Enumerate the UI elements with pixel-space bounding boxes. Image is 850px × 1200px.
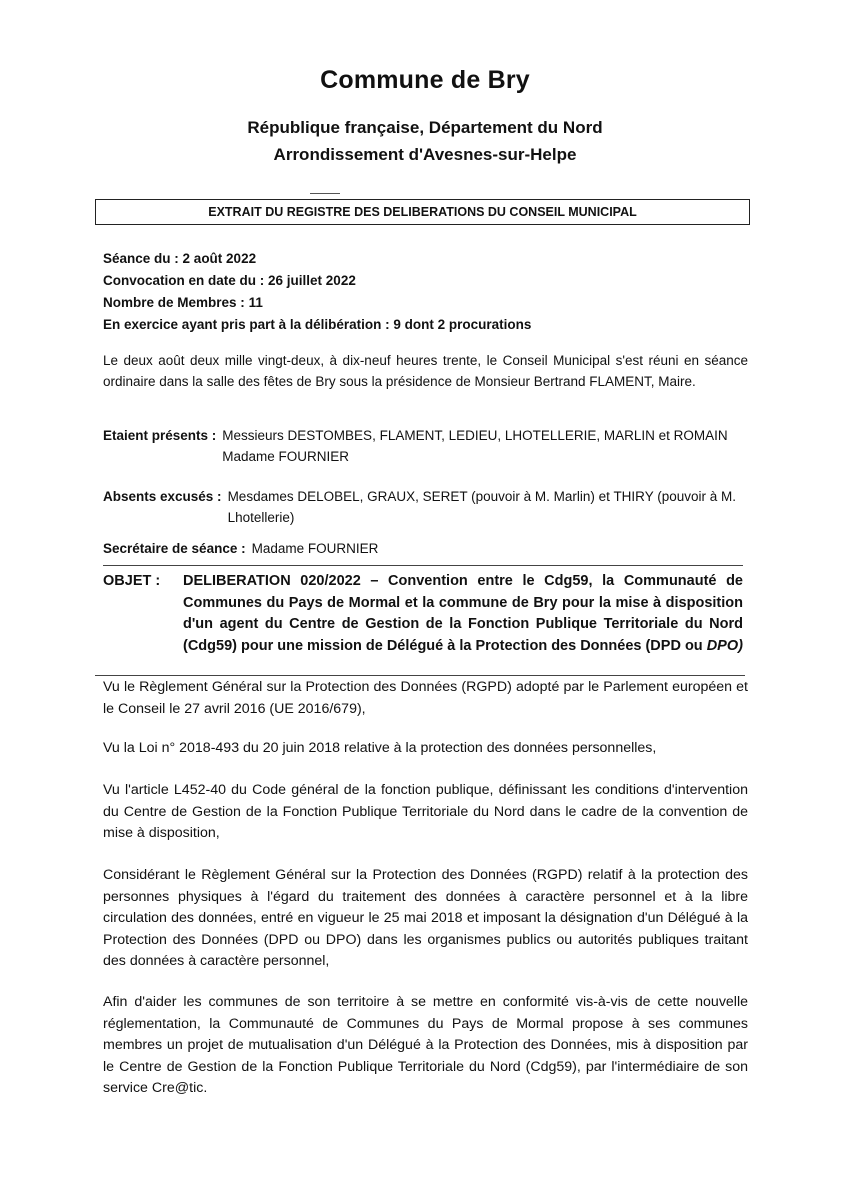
absent-list: Mesdames DELOBEL, GRAUX, SERET (pouvoir à M. Marlin) et THIRY (pouvoir à M. Lhotellerie): [227, 489, 736, 525]
convocation-label: Convocation en date du :: [103, 273, 265, 288]
secretary-row: [103, 538, 753, 559]
present-list: [222, 425, 753, 467]
absent-label: Absents excusés :: [103, 489, 222, 504]
register-heading-box: [95, 199, 750, 225]
exercice-value: 9 dont 2 procurations: [393, 317, 532, 332]
exercice-label: En exercice ayant pris part à la délibération :: [103, 317, 390, 332]
objet-text: [183, 571, 743, 657]
convocation-value: 26 juillet 2022: [268, 273, 356, 288]
membres-row: [103, 292, 783, 314]
objet-text-main: DELIBERATION 020/2022 – Convention entre le Cdg59, la Communauté de Communes du Pays de Mormal et la commune de Bry pour la mise à disposition d'un agent du Centre de Gestion de la Fonction Publique Territoriale du Nord (Cdg59) pour une mission de Délégué à la Protection des Données (DPD ou: [183, 573, 743, 654]
body-paragraph: Vu le Règlement Général sur la Protection des Données (RGPD) adopté par le Parlement européen et le Conseil le 27 avril 2016 (UE 2016/679),: [103, 679, 748, 717]
register-heading: EXTRAIT DU REGISTRE DES DELIBERATIONS DU CONSEIL MUNICIPAL: [208, 205, 637, 219]
objet-bottom-rule: [95, 675, 745, 676]
objet-block: [103, 571, 743, 657]
register-box-mark: [310, 193, 340, 194]
present-line-2: Madame FOURNIER: [222, 449, 350, 464]
exercice-row: [103, 314, 783, 336]
seance-row: [103, 248, 783, 270]
body-paragraph: Vu la Loi n° 2018-493 du 20 juin 2018 relative à la protection des données personnelles,: [103, 740, 657, 756]
meeting-meta: [103, 248, 783, 336]
membres-label: Nombre de Membres :: [103, 295, 245, 310]
membres-value: 11: [248, 295, 263, 310]
present-label: Etaient présents :: [103, 428, 217, 443]
objet-text-end: DPO): [706, 637, 743, 654]
objet-top-rule: [103, 565, 743, 566]
arrondissement-subtitle: Arrondissement d'Avesnes-sur-Helpe: [273, 145, 577, 164]
objet-label: OBJET :: [103, 573, 161, 589]
absent-members: [103, 486, 753, 528]
body-paragraph: Considérant le Règlement Général sur la Protection des Données (RGPD) relatif à la protection des personnes physiques à l'égard du traitement des données à caractère personnel et à la libre circulation des données, entré en vigueur le 25 mai 2018 et imposant la désignation d'un Délégué à la Protection des Données (DPD ou DPO) dans les organismes publics ou autorités publiques traitant des données à caractère personnel,: [103, 867, 748, 969]
intro-paragraph: Le deux août deux mille vingt-deux, à dix-neuf heures trente, le Conseil Municipal s'est réuni en séance ordinaire dans la salle des fêtes de Bry sous la présidence de Monsieur Bertrand FLAMENT, Maire.: [103, 353, 748, 389]
body-paragraph: Afin d'aider les communes de son territoire à se mettre en conformité vis-à-vis de cette nouvelle réglementation, la Communauté de Communes du Pays de Mormal propose à ses communes membres un projet de mutualisation d'un Délégué à la Protection des Données, mis à disposition par le Centre de Gestion de la Fonction Publique Territoriale du Nord (Cdg59), par l'intermédiaire de son service Cre@tic.: [103, 994, 748, 1096]
department-subtitle: République française, Département du Nord: [247, 118, 603, 137]
convocation-row: [103, 270, 783, 292]
seance-label: Séance du :: [103, 251, 179, 266]
body-paragraph: Vu l'article L452-40 du Code général de la fonction publique, définissant les conditions d'intervention du Centre de Gestion de la Fonction Publique Territoriale du Nord dans le cadre de la convention de mise à disposition,: [103, 782, 748, 841]
secretary-value: Madame FOURNIER: [251, 541, 379, 556]
present-members: [103, 425, 753, 467]
commune-title: Commune de Bry: [320, 66, 530, 94]
secretary-label: Secrétaire de séance :: [103, 541, 246, 556]
seance-value: 2 août 2022: [182, 251, 257, 266]
present-line-1: Messieurs DESTOMBES, FLAMENT, LEDIEU, LHOTELLERIE, MARLIN et ROMAIN: [222, 428, 728, 443]
